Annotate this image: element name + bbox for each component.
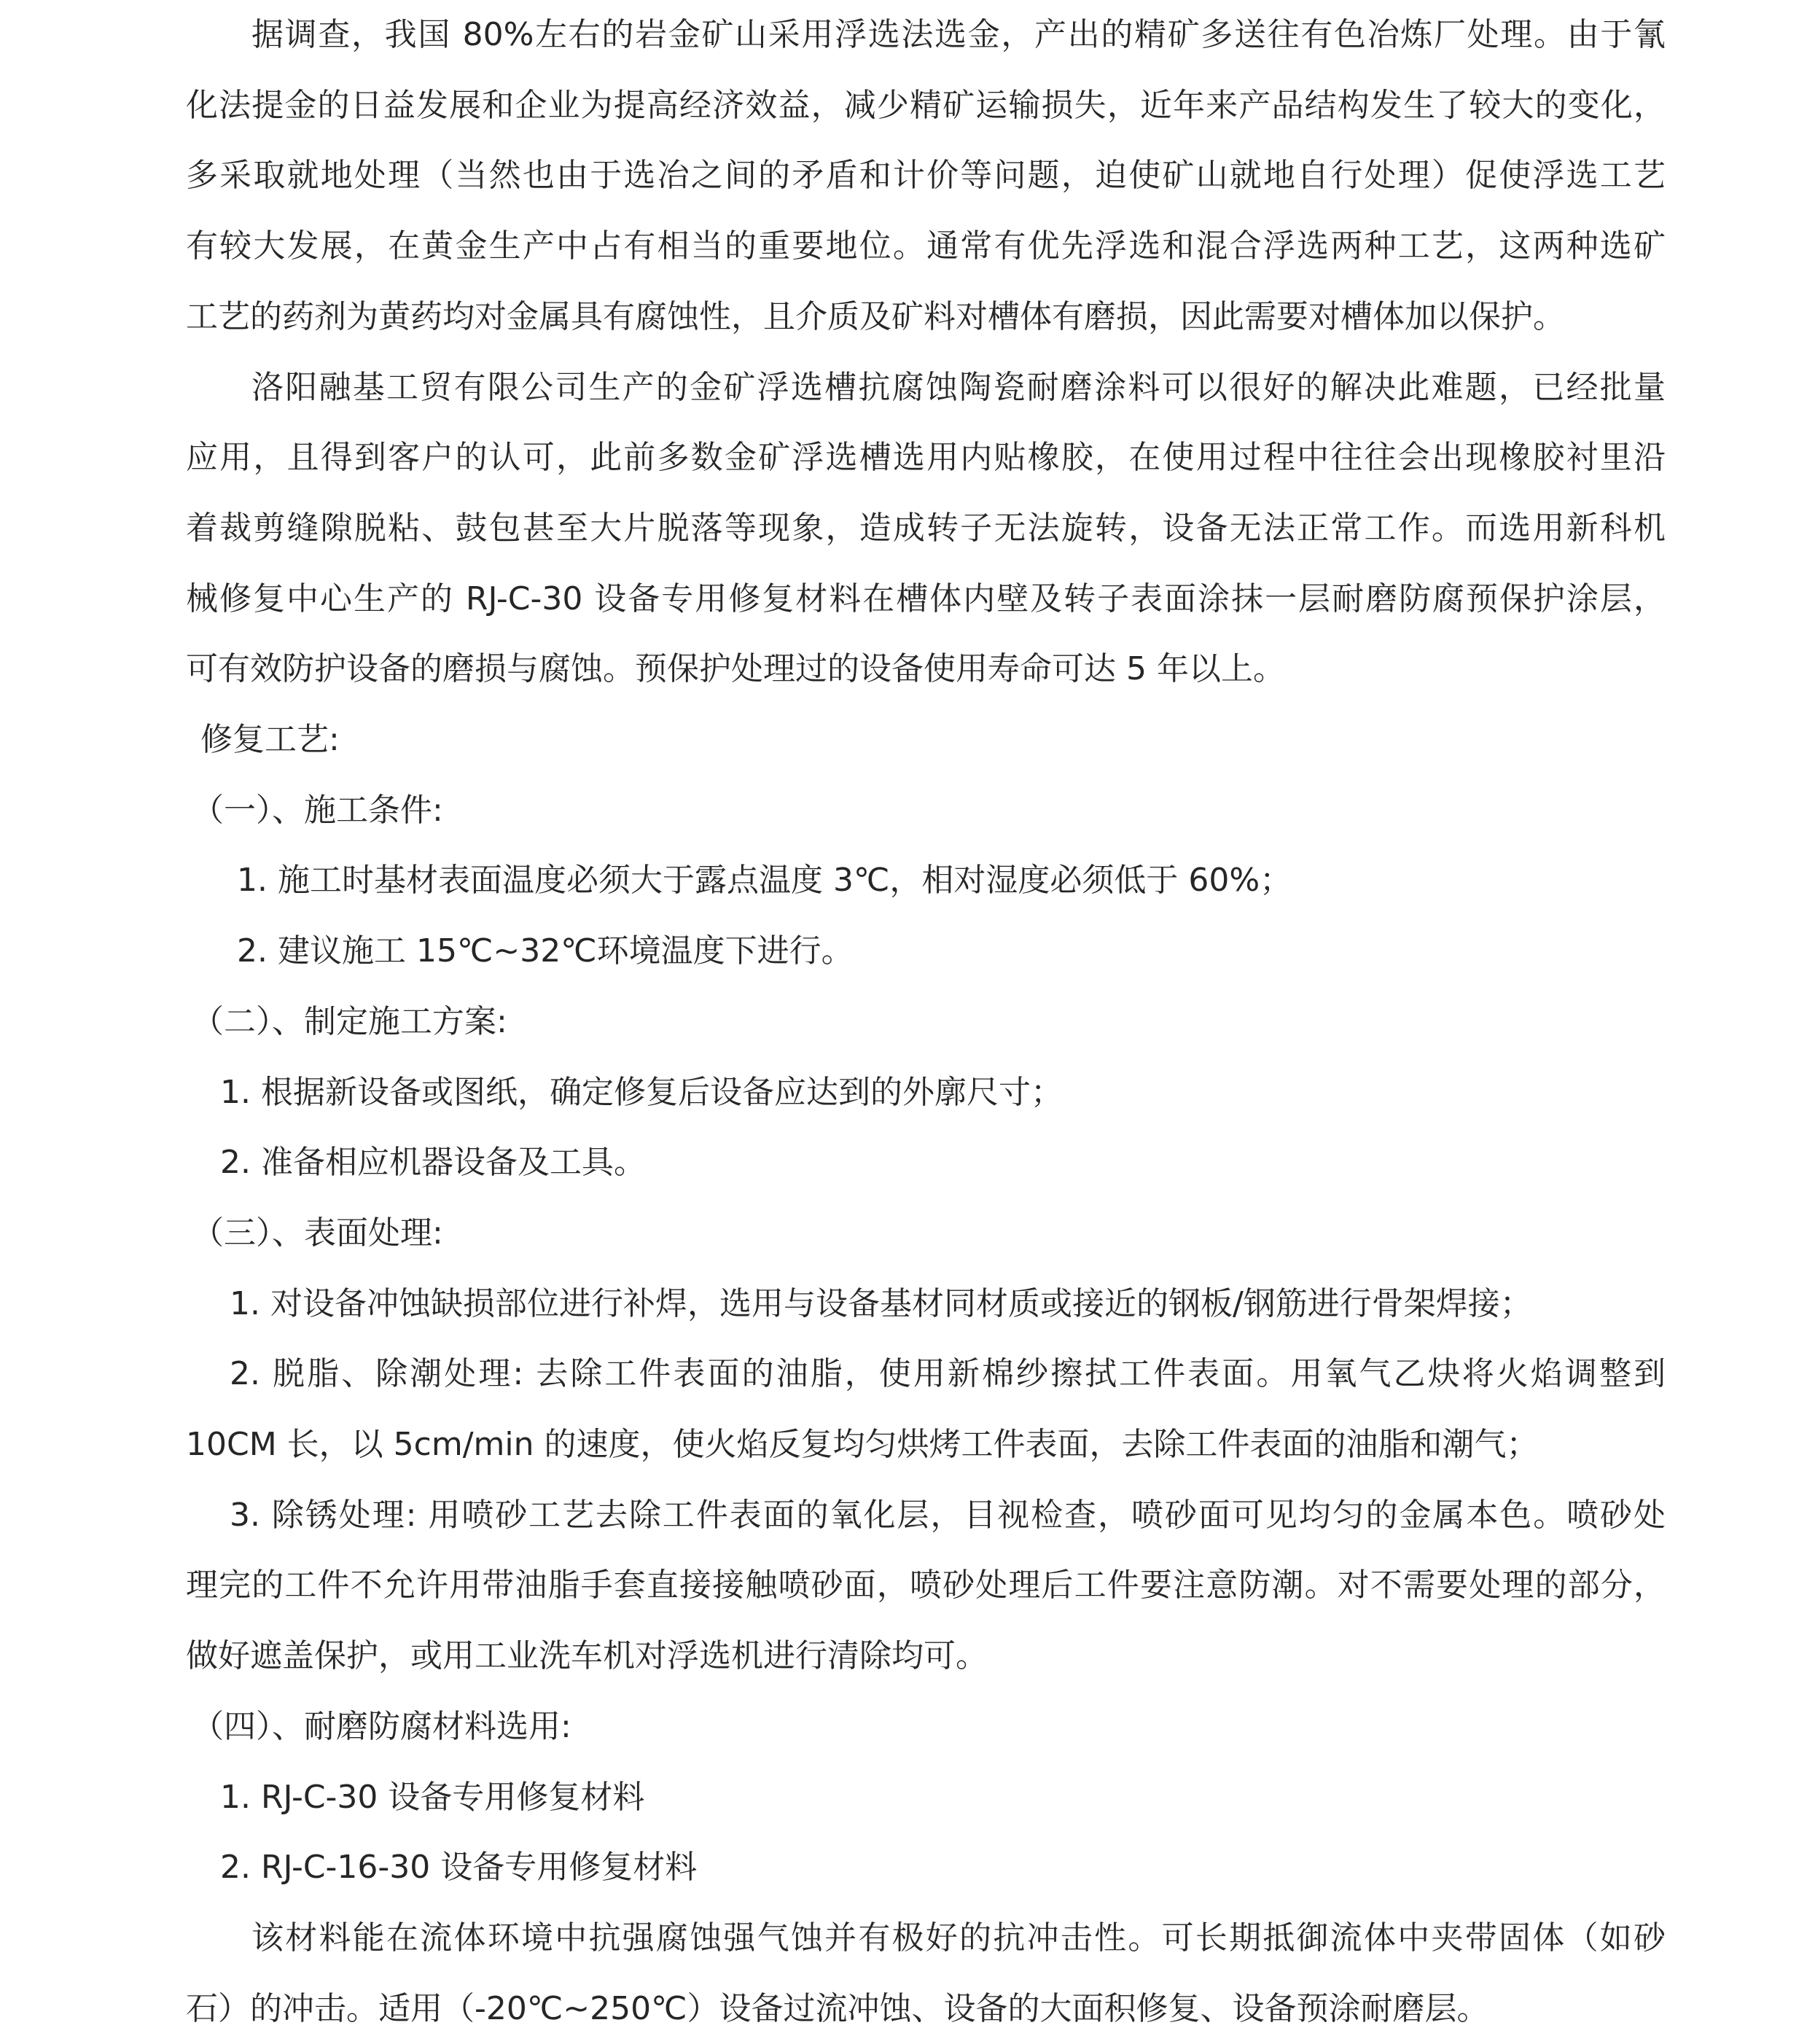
text-line: 化法提金的日益发展和企业为提高经济效益，减少精矿运输损失，近年来产品结构发生了较大的变化， [186, 86, 1666, 124]
list-item: 1. 对设备冲蚀缺损部位进行补焊，选用与设备基材同材质或接近的钢板/钢筋进行骨架焊接； [230, 1284, 1532, 1322]
text-line: 洛阳融基工贸有限公司生产的金矿浮选槽抗腐蚀陶瓷耐磨涂料可以很好的解决此难题，已经批量 [251, 368, 1666, 406]
section-heading: （一）、施工条件: [192, 791, 443, 829]
list-item: 3. 除锈处理: 用喷砂工艺去除工件表面的氧化层，目视检查，喷砂面可见均匀的金属本色。喷砂处 [230, 1496, 1666, 1534]
list-item: 2. RJ-C-16-30 设备专用修复材料 [220, 1849, 698, 1887]
text-line: 着裁剪缝隙脱粘、鼓包甚至大片脱落等现象，造成转子无法旋转，设备无法正常工作。而选用新科机 [186, 509, 1666, 547]
text-line: 应用，且得到客户的认可，此前多数金矿浮选槽选用内贴橡胶，在使用过程中往往会出现橡胶衬里沿 [186, 439, 1666, 477]
text-line: 理完的工件不允许用带油脂手套直接接触喷砂面，喷砂处理后工件要注意防潮。对不需要处理的部分， [186, 1567, 1666, 1604]
text-line: 石）的冲击。适用（-20℃~250℃）设备过流冲蚀、设备的大面积修复、设备预涂耐磨层。 [186, 1989, 1489, 2027]
text-line: 多采取就地处理（当然也由于选冶之间的矛盾和计价等问题，迫使矿山就地自行处理）促使浮选工艺 [186, 157, 1666, 195]
text-line: 据调查，我国 80%左右的岩金矿山采用浮选法选金，产出的精矿多送往有色冶炼厂处理。由于氰 [251, 16, 1666, 53]
text-line: 做好遮盖保护，或用工业洗车机对浮选机进行清除均可。 [186, 1637, 988, 1675]
list-item: 2. 脱脂、除潮处理: 去除工件表面的油脂，使用新棉纱擦拭工件表面。用氧气乙炔将火焰调整到 [230, 1355, 1666, 1393]
text-line: 可有效防护设备的磨损与腐蚀。预保护处理过的设备使用寿命可达 5 年以上。 [186, 650, 1285, 688]
section-heading: （三）、表面处理: [192, 1214, 443, 1252]
list-item: 1. 施工时基材表面温度必须大于露点温度 3℃，相对湿度必须低于 60%； [237, 862, 1292, 900]
text-line: 10CM 长，以 5cm/min 的速度，使火焰反复均匀烘烤工件表面，去除工件表面的油脂和潮气； [186, 1426, 1539, 1464]
section-heading: （二）、制定施工方案: [192, 1002, 507, 1040]
list-item: 2. 建议施工 15℃~32℃环境温度下进行。 [237, 932, 854, 970]
list-item: 1. RJ-C-30 设备专用修复材料 [220, 1778, 645, 1816]
section-heading: （四）、耐磨防腐材料选用: [192, 1707, 571, 1745]
text-line: 该材料能在流体环境中抗强腐蚀强气蚀并有极好的抗冲击性。可长期抵御流体中夹带固体（如砂 [251, 1919, 1666, 1957]
section-heading: 修复工艺: [200, 721, 340, 759]
list-item: 2. 准备相应机器设备及工具。 [220, 1144, 646, 1182]
text-line: 械修复中心生产的 RJ-C-30 设备专用修复材料在槽体内壁及转子表面涂抹一层耐磨防腐预保护涂层， [186, 580, 1666, 617]
text-line: 工艺的药剂为黄药均对金属具有腐蚀性，且介质及矿料对槽体有磨损，因此需要对槽体加以保护。 [186, 297, 1565, 335]
list-item: 1. 根据新设备或图纸，确定修复后设备应达到的外廓尺寸； [220, 1073, 1063, 1111]
text-line: 有较大发展，在黄金生产中占有相当的重要地位。通常有优先浮选和混合浮选两种工艺，这两种选矿 [186, 227, 1666, 265]
